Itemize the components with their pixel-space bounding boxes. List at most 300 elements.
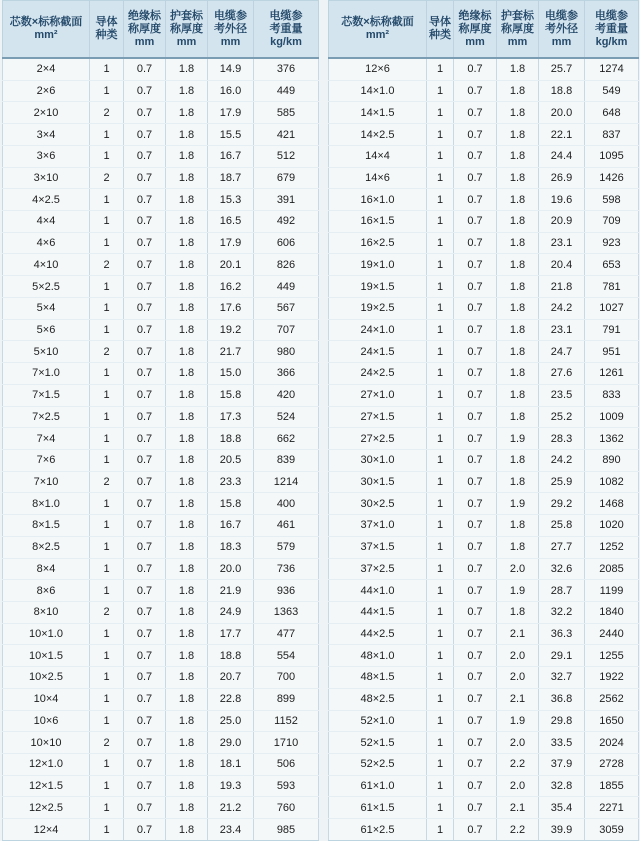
header-sheath-line1: 护套标 [170,9,203,22]
cell-outer-diameter: 18.1 [208,754,254,776]
cell-conductor-class: 1 [427,428,454,450]
cell-outer-diameter: 24.2 [539,297,585,319]
cell-weight: 400 [254,493,319,515]
cell-spec: 12×1.0 [3,754,90,776]
cell-conductor-class: 1 [90,493,124,515]
header-sheath-line3: mm [507,35,528,48]
cell-weight: 449 [254,80,319,102]
cell-conductor-class: 1 [427,471,454,493]
cell-conductor-class: 1 [427,623,454,645]
cell-insulation-thickness: 0.7 [454,449,497,471]
cell-weight: 833 [585,384,639,406]
cell-spec: 7×2.5 [3,406,90,428]
cell-conductor-class: 1 [90,754,124,776]
cell-weight: 1255 [585,645,639,667]
table-row [3,623,319,645]
cell-spec: 44×2.5 [329,623,427,645]
cell-insulation-thickness: 0.7 [454,819,497,841]
table-row [3,276,319,298]
cell-outer-diameter: 20.0 [208,558,254,580]
header-sheath [166,1,208,59]
table-row [329,341,639,363]
cell-sheath-thickness: 1.8 [497,211,539,233]
cell-insulation-thickness: 0.7 [124,667,166,689]
cell-conductor-class: 1 [90,80,124,102]
cell-outer-diameter: 15.8 [208,384,254,406]
table-row [3,732,319,754]
cell-weight: 366 [254,363,319,385]
cell-weight: 791 [585,319,639,341]
cell-sheath-thickness: 1.8 [166,797,208,819]
table-row [329,688,639,710]
cell-outer-diameter: 18.8 [208,645,254,667]
cell-conductor-class: 1 [90,688,124,710]
cell-conductor-class: 1 [427,797,454,819]
cell-spec: 4×6 [3,232,90,254]
cell-sheath-thickness: 1.8 [166,102,208,124]
cell-weight: 648 [585,102,639,124]
cell-outer-diameter: 36.8 [539,688,585,710]
cell-spec: 30×1.0 [329,449,427,471]
cell-spec: 7×1.0 [3,363,90,385]
cell-conductor-class: 2 [90,167,124,189]
cell-conductor-class: 1 [427,558,454,580]
table-row [3,710,319,732]
header-weight-line3: kg/km [270,35,302,48]
cell-insulation-thickness: 0.7 [454,775,497,797]
cell-insulation-thickness: 0.7 [454,211,497,233]
cell-conductor-class: 1 [90,58,124,80]
table-row [329,319,639,341]
header-conductor-line1: 导体 [429,16,451,28]
cell-sheath-thickness: 1.8 [497,124,539,146]
cell-conductor-class: 1 [427,493,454,515]
table-row [3,319,319,341]
cell-weight: 1261 [585,363,639,385]
cell-weight: 890 [585,449,639,471]
cell-spec: 7×1.5 [3,384,90,406]
cell-sheath-thickness: 1.8 [166,558,208,580]
header-sheath [497,1,539,59]
cell-sheath-thickness: 1.8 [497,102,539,124]
cell-conductor-class: 1 [90,189,124,211]
cell-conductor-class: 1 [90,428,124,450]
cell-outer-diameter: 20.0 [539,102,585,124]
table-row [3,493,319,515]
cell-weight: 1214 [254,471,319,493]
cell-weight: 391 [254,189,319,211]
cell-spec: 37×1.0 [329,515,427,537]
cell-spec: 52×1.5 [329,732,427,754]
cell-outer-diameter: 18.8 [539,80,585,102]
cell-spec: 61×1.0 [329,775,427,797]
cell-spec: 24×1.0 [329,319,427,341]
cell-outer-diameter: 25.2 [539,406,585,428]
cell-sheath-thickness: 1.8 [166,276,208,298]
cell-outer-diameter: 37.9 [539,754,585,776]
cell-weight: 662 [254,428,319,450]
cell-spec: 10×1.5 [3,645,90,667]
table-row [3,102,319,124]
cell-sheath-thickness: 1.8 [497,58,539,80]
cell-insulation-thickness: 0.7 [454,341,497,363]
table-row [329,58,639,80]
cell-sheath-thickness: 2.1 [497,623,539,645]
cell-spec: 14×6 [329,167,427,189]
cell-outer-diameter: 17.7 [208,623,254,645]
cell-spec: 19×1.5 [329,276,427,298]
cell-spec: 10×2.5 [3,667,90,689]
cell-outer-diameter: 28.3 [539,428,585,450]
cell-outer-diameter: 25.7 [539,58,585,80]
header-weight-line3: kg/km [595,35,628,48]
cell-outer-diameter: 16.2 [208,276,254,298]
cell-sheath-thickness: 1.8 [166,710,208,732]
cell-outer-diameter: 23.1 [539,232,585,254]
header-insulation-line3: mm [134,35,155,48]
cell-outer-diameter: 29.2 [539,493,585,515]
table-row [3,297,319,319]
cell-spec: 44×1.0 [329,580,427,602]
table-row [3,341,319,363]
cell-spec: 61×2.5 [329,819,427,841]
cell-spec: 10×6 [3,710,90,732]
cell-spec: 7×6 [3,449,90,471]
cell-outer-diameter: 16.7 [208,145,254,167]
table-row [3,211,319,233]
cell-weight: 2024 [585,732,639,754]
cell-weight: 707 [254,319,319,341]
cell-conductor-class: 1 [90,232,124,254]
cell-weight: 1363 [254,601,319,623]
header-insulation-line2: 称厚度 [128,22,161,35]
cell-weight: 1199 [585,580,639,602]
cell-conductor-class: 1 [427,536,454,558]
header-spec-line2: mm² [34,29,58,41]
cell-outer-diameter: 19.2 [208,319,254,341]
cell-outer-diameter: 32.6 [539,558,585,580]
cell-sheath-thickness: 1.8 [497,363,539,385]
header-od-line2: 考外径 [214,22,247,35]
cell-spec: 8×1.0 [3,493,90,515]
cell-weight: 449 [254,276,319,298]
cell-spec: 44×1.5 [329,601,427,623]
cell-conductor-class: 1 [427,145,454,167]
cell-conductor-class: 1 [427,515,454,537]
table-row [3,145,319,167]
cell-sheath-thickness: 1.9 [497,493,539,515]
cell-insulation-thickness: 0.7 [454,384,497,406]
cell-spec: 37×2.5 [329,558,427,580]
cell-insulation-thickness: 0.7 [124,406,166,428]
table-row [329,732,639,754]
cell-spec: 8×6 [3,580,90,602]
cell-outer-diameter: 24.7 [539,341,585,363]
header-conductor-line2: 种类 [429,29,451,41]
cell-insulation-thickness: 0.7 [454,754,497,776]
header-weight-line1: 电缆参 [595,9,628,22]
cell-outer-diameter: 20.4 [539,254,585,276]
cell-outer-diameter: 20.5 [208,449,254,471]
cell-sheath-thickness: 2.0 [497,645,539,667]
cell-insulation-thickness: 0.7 [124,124,166,146]
cell-insulation-thickness: 0.7 [124,297,166,319]
cell-spec: 7×4 [3,428,90,450]
cell-weight: 2085 [585,558,639,580]
cell-outer-diameter: 23.3 [208,471,254,493]
cell-conductor-class: 1 [90,515,124,537]
cell-conductor-class: 1 [90,297,124,319]
cell-outer-diameter: 24.4 [539,145,585,167]
table-row [329,623,639,645]
cell-sheath-thickness: 2.2 [497,819,539,841]
header-spec-line1: 芯数×标称截面 [341,16,414,28]
cell-sheath-thickness: 1.9 [497,428,539,450]
cell-outer-diameter: 15.5 [208,124,254,146]
cell-conductor-class: 1 [427,211,454,233]
cell-weight: 839 [254,449,319,471]
cell-outer-diameter: 21.2 [208,797,254,819]
cell-spec: 27×2.5 [329,428,427,450]
cell-sheath-thickness: 1.8 [166,601,208,623]
cell-weight: 1650 [585,710,639,732]
cell-conductor-class: 2 [90,341,124,363]
cell-weight: 826 [254,254,319,276]
cell-sheath-thickness: 1.8 [166,167,208,189]
cell-sheath-thickness: 1.8 [497,515,539,537]
cell-sheath-thickness: 2.0 [497,667,539,689]
header-od-line3: mm [220,35,241,48]
cell-weight: 477 [254,623,319,645]
cell-weight: 736 [254,558,319,580]
cell-spec: 8×10 [3,601,90,623]
cell-spec: 7×10 [3,471,90,493]
cell-sheath-thickness: 1.8 [166,754,208,776]
cell-sheath-thickness: 1.8 [497,189,539,211]
cell-conductor-class: 1 [427,297,454,319]
table-row [3,515,319,537]
table-row [329,363,639,385]
cell-insulation-thickness: 0.7 [124,688,166,710]
cell-insulation-thickness: 0.7 [454,623,497,645]
cell-spec: 48×1.0 [329,645,427,667]
cell-outer-diameter: 29.1 [539,645,585,667]
cell-weight: 1027 [585,297,639,319]
cell-insulation-thickness: 0.7 [454,558,497,580]
header-weight [254,1,319,59]
cell-conductor-class: 2 [90,601,124,623]
cell-conductor-class: 1 [427,732,454,754]
cell-conductor-class: 1 [427,80,454,102]
cell-outer-diameter: 21.8 [539,276,585,298]
cell-sheath-thickness: 2.1 [497,688,539,710]
cell-sheath-thickness: 1.8 [166,449,208,471]
cell-weight: 980 [254,341,319,363]
table-row [3,80,319,102]
table-row [3,775,319,797]
cell-conductor-class: 1 [427,406,454,428]
cell-insulation-thickness: 0.7 [124,710,166,732]
cell-spec: 16×2.5 [329,232,427,254]
cell-sheath-thickness: 1.8 [166,145,208,167]
cell-weight: 951 [585,341,639,363]
spec-table-left [2,0,319,841]
cell-conductor-class: 1 [427,449,454,471]
cell-spec: 5×4 [3,297,90,319]
cell-weight: 679 [254,167,319,189]
cell-conductor-class: 1 [90,276,124,298]
cell-insulation-thickness: 0.7 [454,124,497,146]
table-row [3,406,319,428]
cell-weight: 1362 [585,428,639,450]
cell-weight: 1710 [254,732,319,754]
cell-sheath-thickness: 1.8 [166,688,208,710]
header-conductor [427,1,454,59]
header-weight-line2: 考重量 [595,22,628,35]
cell-insulation-thickness: 0.7 [454,601,497,623]
header-row [329,1,639,59]
header-insulation [124,1,166,59]
cell-weight: 1009 [585,406,639,428]
cell-insulation-thickness: 0.7 [454,645,497,667]
cell-spec: 19×1.0 [329,254,427,276]
cell-sheath-thickness: 1.8 [497,232,539,254]
table-row [3,580,319,602]
cell-spec: 61×1.5 [329,797,427,819]
cell-sheath-thickness: 1.8 [166,732,208,754]
cell-spec: 24×2.5 [329,363,427,385]
cell-sheath-thickness: 1.8 [166,58,208,80]
table-row [329,428,639,450]
table-row [3,232,319,254]
cell-sheath-thickness: 1.8 [166,580,208,602]
cell-spec: 19×2.5 [329,297,427,319]
cell-insulation-thickness: 0.7 [124,471,166,493]
cell-spec: 52×2.5 [329,754,427,776]
cell-insulation-thickness: 0.7 [124,363,166,385]
cell-weight: 923 [585,232,639,254]
cell-spec: 5×2.5 [3,276,90,298]
cell-insulation-thickness: 0.7 [454,515,497,537]
cell-weight: 567 [254,297,319,319]
header-od-line3: mm [551,35,572,48]
cell-outer-diameter: 32.2 [539,601,585,623]
table-row [329,297,639,319]
cell-conductor-class: 1 [90,558,124,580]
table-row [3,189,319,211]
cell-weight: 2728 [585,754,639,776]
cell-spec: 12×2.5 [3,797,90,819]
cell-sheath-thickness: 2.1 [497,797,539,819]
cell-weight: 512 [254,145,319,167]
cell-insulation-thickness: 0.7 [124,102,166,124]
cell-outer-diameter: 20.7 [208,667,254,689]
cell-outer-diameter: 18.7 [208,167,254,189]
header-sheath-line2: 称厚度 [170,22,203,35]
table-row [329,601,639,623]
cell-outer-diameter: 15.8 [208,493,254,515]
cell-insulation-thickness: 0.7 [124,232,166,254]
cell-insulation-thickness: 0.7 [124,384,166,406]
cell-conductor-class: 1 [90,449,124,471]
cell-outer-diameter: 33.5 [539,732,585,754]
cell-sheath-thickness: 1.8 [166,428,208,450]
header-weight-line1: 电缆参 [269,9,303,22]
cell-weight: 461 [254,515,319,537]
cell-outer-diameter: 29.0 [208,732,254,754]
cell-spec: 4×4 [3,211,90,233]
cell-conductor-class: 1 [427,124,454,146]
header-outer-diameter [208,1,254,59]
cell-sheath-thickness: 1.8 [497,276,539,298]
cell-outer-diameter: 17.3 [208,406,254,428]
cell-sheath-thickness: 1.8 [166,819,208,841]
cell-weight: 554 [254,645,319,667]
cell-insulation-thickness: 0.7 [124,167,166,189]
cell-spec: 48×1.5 [329,667,427,689]
cell-spec: 2×4 [3,58,90,80]
cell-conductor-class: 1 [427,319,454,341]
cell-outer-diameter: 23.5 [539,384,585,406]
cell-spec: 5×6 [3,319,90,341]
cell-insulation-thickness: 0.7 [124,145,166,167]
header-row [3,1,319,59]
table-row [329,384,639,406]
cell-insulation-thickness: 0.7 [124,319,166,341]
cell-outer-diameter: 15.0 [208,363,254,385]
cell-insulation-thickness: 0.7 [454,80,497,102]
table-row [329,211,639,233]
cell-sheath-thickness: 1.8 [497,601,539,623]
cell-sheath-thickness: 2.0 [497,775,539,797]
cell-spec: 30×1.5 [329,471,427,493]
cell-outer-diameter: 17.6 [208,297,254,319]
header-weight-line2: 考重量 [269,22,303,35]
table-row [3,558,319,580]
header-od-line2: 考外径 [545,22,578,35]
cell-outer-diameter: 32.8 [539,775,585,797]
cell-weight: 579 [254,536,319,558]
header-od-line1: 电缆参 [214,9,247,22]
cell-conductor-class: 1 [90,775,124,797]
cell-insulation-thickness: 0.7 [124,80,166,102]
cell-insulation-thickness: 0.7 [124,536,166,558]
cell-weight: 492 [254,211,319,233]
cell-insulation-thickness: 0.7 [124,580,166,602]
cell-spec: 14×2.5 [329,124,427,146]
cell-weight: 585 [254,102,319,124]
cell-weight: 760 [254,797,319,819]
cell-conductor-class: 1 [427,710,454,732]
cell-insulation-thickness: 0.7 [454,232,497,254]
cell-insulation-thickness: 0.7 [124,797,166,819]
cell-sheath-thickness: 1.8 [166,189,208,211]
cell-sheath-thickness: 1.8 [166,493,208,515]
table-row [3,797,319,819]
cell-conductor-class: 1 [427,254,454,276]
cell-spec: 16×1.0 [329,189,427,211]
header-conductor-line2: 种类 [95,29,118,41]
cell-conductor-class: 1 [427,775,454,797]
cell-outer-diameter: 26.9 [539,167,585,189]
cell-sheath-thickness: 1.8 [497,449,539,471]
table-row [329,775,639,797]
cell-sheath-thickness: 1.8 [497,406,539,428]
cell-sheath-thickness: 1.9 [497,710,539,732]
cell-insulation-thickness: 0.7 [124,276,166,298]
cell-sheath-thickness: 1.8 [166,515,208,537]
cell-outer-diameter: 32.7 [539,667,585,689]
